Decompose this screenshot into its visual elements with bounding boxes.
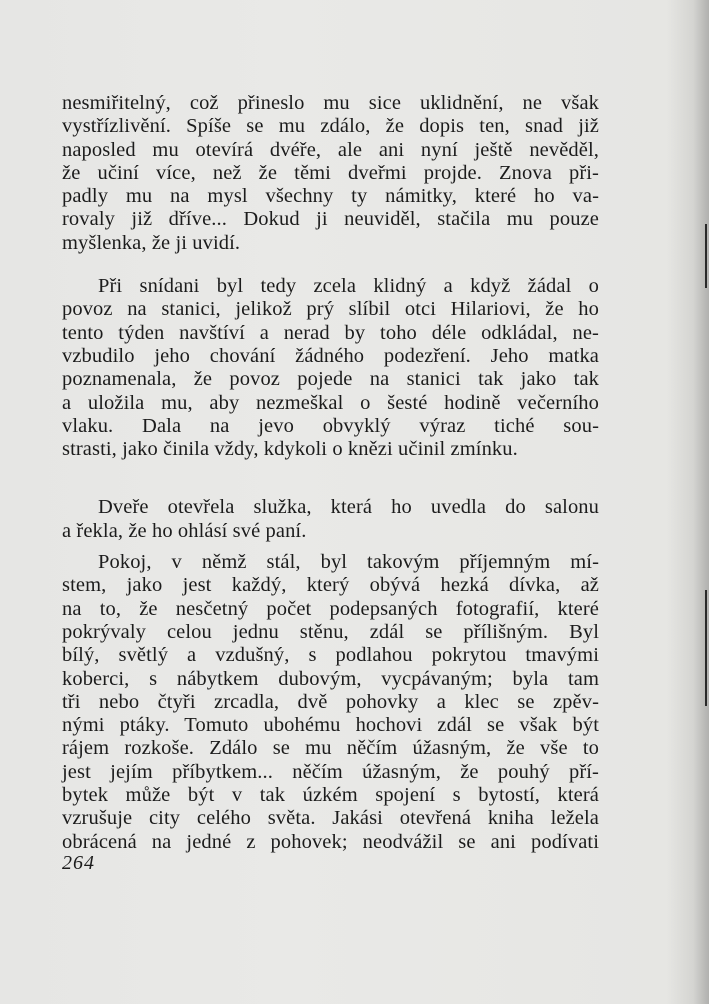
- text-line: nesmiřitelný, což přineslo mu sice uklidnění, ne však: [62, 92, 599, 114]
- text-line: nými ptáky. Tomuto ubohému hochovi zdál se však být: [62, 714, 599, 737]
- text-line: padly mu na mysl všechny ty námitky, které ho va-: [62, 185, 599, 208]
- text-line: rájem rozkoše. Zdálo se mu něčím úžasným, že vše to: [62, 737, 599, 760]
- text-line: koberci, s nábytkem dubovým, vycpávaným; byla tam: [62, 667, 599, 690]
- text-line: tento týden navštíví a nerad by toho déle odkládal, ne-: [62, 321, 599, 344]
- margin-mark: [705, 224, 707, 288]
- text-line: bílý, světlý a vzdušný, s podlahou pokrytou tmavými: [62, 644, 599, 667]
- text-line: a uložila mu, aby nezmeškal o šesté hodině večerního: [62, 391, 599, 414]
- paragraph: [62, 275, 599, 461]
- text-line: Dveře otevřela služka, která ho uvedla do salonu: [98, 496, 599, 519]
- text-line: obrácená na jedné z pohovek; neodvážil se ani podívati: [62, 830, 599, 853]
- text-line: na to, že nesčetný počet podepsaných fotografií, které: [62, 597, 599, 620]
- text-line: Pokoj, v němž stál, byl takovým příjemným mí-: [98, 551, 599, 574]
- paragraph: [62, 496, 599, 543]
- text-line: pokrývaly celou jednu stěnu, zdál se přílišným. Byl: [62, 620, 599, 643]
- text-line: vlaku. Dala na jevo obvyklý výraz tiché sou-: [62, 414, 599, 437]
- page-number: 264: [62, 852, 95, 874]
- text-line: Při snídani byl tedy zcela klidný a když žádal o: [98, 275, 599, 298]
- text-line: vzrušuje city celého světa. Jakási otevřená kniha ležela: [62, 807, 599, 830]
- margin-mark: [705, 590, 707, 706]
- text-line: poznamenala, že povoz pojede na stanici tak jako tak: [62, 368, 599, 391]
- text-line: stem, jako jest každý, který obývá hezká dívka, až: [62, 574, 599, 597]
- paragraph: [62, 551, 599, 854]
- text-line: tři nebo čtyři zrcadla, dvě pohovky a klec se zpěv-: [62, 690, 599, 713]
- text-line: povoz na stanici, jelikož prý slíbil otci Hilariovi, že ho: [62, 298, 599, 321]
- text-line: bytek může být v tak úzkém spojení s bytostí, která: [62, 784, 599, 807]
- paragraph: [62, 92, 599, 255]
- text-line: naposled mu otevírá dvéře, ale ani nyní ještě nevěděl,: [62, 138, 599, 161]
- page-edge-shadow: [693, 0, 709, 1004]
- text-line: strasti, jako činila vždy, kdykoli o knězi učinil zmínku.: [62, 438, 518, 461]
- text-line: myšlenka, že ji uvidí.: [62, 231, 241, 254]
- body-text: [62, 92, 599, 854]
- text-line: rovaly již dříve... Dokud ji neuviděl, stačila mu pouze: [62, 208, 599, 231]
- text-line: že učiní více, než že těmi dveřmi projde. Znova při-: [62, 161, 599, 184]
- text-line: jest jejím příbytkem... něčím úžasným, že pouhý pří-: [62, 760, 599, 783]
- text-line: vystřízlivění. Spíše se mu zdálo, že dopis ten, snad již: [62, 115, 599, 138]
- text-line: a řekla, že ho ohlásí své paní.: [62, 519, 307, 542]
- text-line: vzbudilo jeho chování žádného podezření. Jeho matka: [62, 344, 599, 367]
